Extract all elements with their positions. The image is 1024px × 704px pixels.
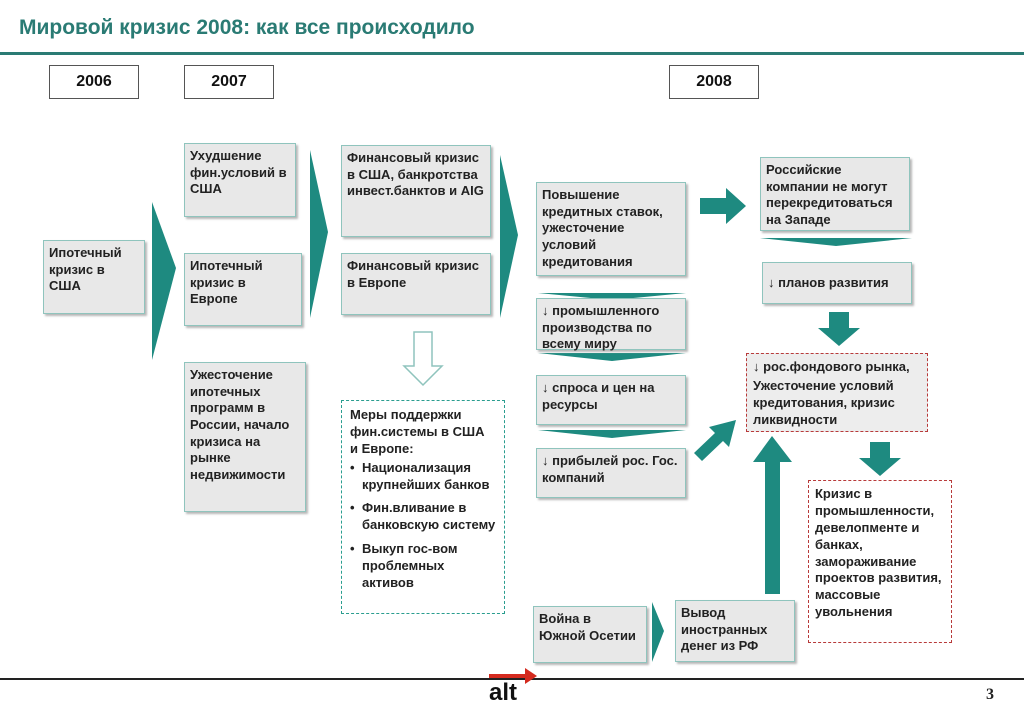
wedge-arrow-2 [538,353,686,361]
year-2008: 2008 [669,65,759,99]
box-mortgage-usa: Ипотечный кризис в США [43,240,145,314]
box-capital-outflow: Вывод иностранных денег из РФ [675,600,795,662]
year-2006: 2006 [49,65,139,99]
box-war: Войнa в Южной Осетии [533,606,647,663]
support-item-2: • Фин.вливание в банковскую систему [350,500,496,534]
stock-line-1: ↓ рос.фондового рынка, [753,359,910,374]
wedge-arrow-4 [760,238,912,246]
page-number: 3 [986,686,994,703]
box-crisis-industry: Кризис в промышленности, девелопменте и банках, замораживание проектов развития, массовые увольнения [808,480,952,643]
arrow-diagonal-profits [694,420,736,461]
chevron-arrow-1 [152,202,176,360]
wedge-arrow-3 [538,430,686,438]
box-profits: ↓ прибылей рос. Гос. компаний [536,448,686,498]
box-stock-market [746,353,928,432]
box-rates: Повышение кредитных ставок, ужесточение условий кредитования [536,182,686,276]
arrow-down-hollow [404,332,442,385]
support-heading: Меры поддержки фин.системы в США и Европе: [350,407,485,456]
year-2007: 2007 [184,65,274,99]
logo-text: alt [489,679,518,702]
box-dev-plans: ↓ планов развития [762,262,912,304]
box-fin-crisis-europe: Финансовый кризис в Европе [341,253,491,315]
support-measures-box [341,400,505,614]
page-title: Мировой кризис 2008: как все происходило [19,16,475,39]
support-item-3: • Выкуп гос-вом проблемных активов [350,541,496,592]
support-item-1: • Национализация крупнейших банков [350,460,496,494]
box-russian-companies: Российские компании не могут перекредитоваться на Западе [760,157,910,231]
box-fin-conditions: Ухудшение фин.условий в США [184,143,296,217]
arrow-right-war [652,602,664,662]
box-demand: ↓ спроса и цен на ресурсы [536,375,686,425]
chevron-arrow-2 [310,150,328,318]
arrow-down-stock [859,442,901,476]
box-production: ↓ промышленного производства по всему миру [536,298,686,350]
box-fin-crisis-usa: Финансовый кризис в США, банкротства инвест.банктов и AIG [341,145,491,237]
arrow-right-rates [700,188,746,224]
arrow-up-capital [753,436,792,594]
chevron-arrow-3 [500,155,518,318]
stock-line-2: Ужесточение условий кредитования, кризис ликвидности [753,377,895,427]
box-tightening-russia: Ужесточение ипотечных программ в России, начало кризиса на рынке недвижимости [184,362,306,512]
box-mortgage-europe: Ипотечный кризис в Европе [184,253,302,326]
alt-logo [487,664,539,702]
arrow-down-plans [818,312,860,346]
